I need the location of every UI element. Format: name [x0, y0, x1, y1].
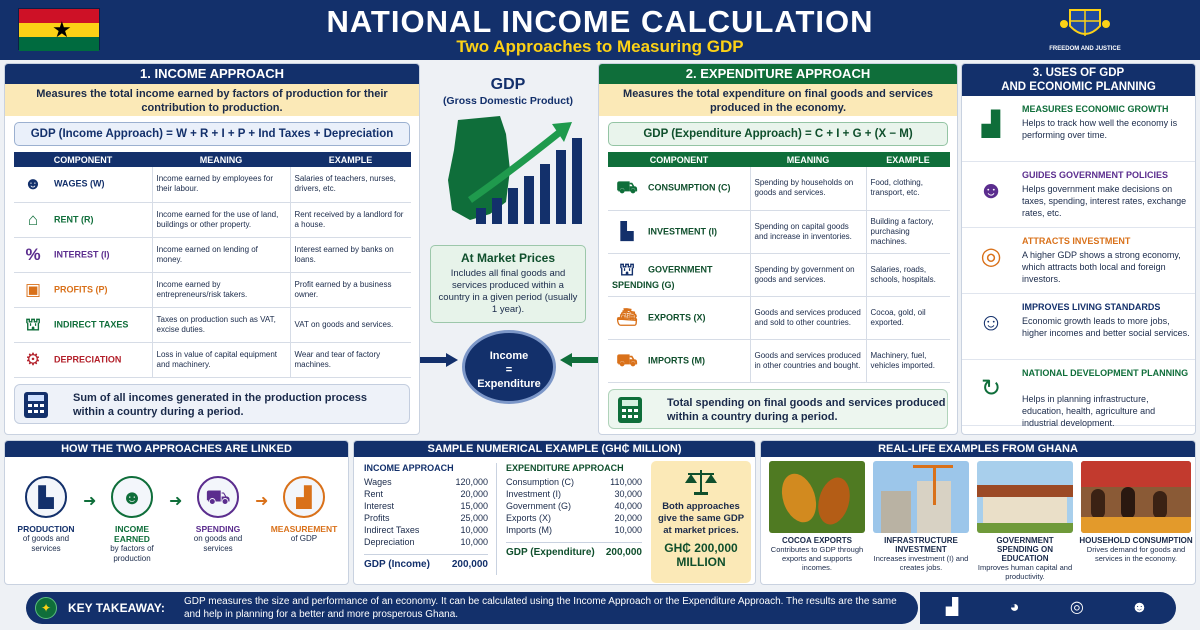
meaning-cell: Income earned by entrepreneurs/risk takers.: [152, 272, 290, 307]
shopping-cart-icon: ⛟: [197, 476, 239, 518]
ghana-card-title: HOUSEHOLD CONSUMPTION: [1079, 536, 1193, 545]
example-label: Depreciation: [364, 537, 415, 547]
ghana-card-text: Improves human capital and productivity.: [977, 563, 1073, 581]
component-cell: [14, 342, 152, 377]
gdp-value-line1: GH₵ 200,000: [664, 541, 738, 555]
table-row: [14, 272, 411, 307]
link-step-title: SPENDING: [195, 524, 241, 534]
example-value: 110,000: [610, 477, 642, 487]
example-row: [506, 476, 642, 488]
arrow-right-icon: [420, 353, 458, 367]
bar-chart-icon: ▟: [945, 599, 959, 616]
household-consumption-card: [1079, 461, 1193, 563]
table-row: [14, 342, 411, 377]
income-approach-title: 1. INCOME APPROACH: [5, 64, 419, 84]
example-cell: Machinery, fuel, vehicles imported.: [866, 339, 950, 382]
table-row: [14, 202, 411, 237]
component-cell: [608, 253, 750, 296]
table-row: [608, 339, 950, 382]
coins-icon: ◎: [1069, 599, 1084, 616]
example-value: 10,000: [460, 537, 488, 547]
use-item: [962, 96, 1195, 162]
people-icon: ☻: [24, 174, 42, 194]
income-approach-panel: [4, 63, 420, 435]
example-value: 10,000: [460, 525, 488, 535]
column-header: COMPONENT: [53, 154, 113, 165]
cocoa-pods-image: [769, 461, 865, 533]
same-gdp-note: [651, 461, 751, 583]
component-name: INTEREST (I): [54, 248, 110, 259]
circle-income-label: Income: [489, 350, 529, 362]
link-step: [183, 476, 253, 554]
example-cell: Interest earned by banks on loans.: [290, 237, 411, 272]
component-name: INDIRECT TAXES: [54, 318, 129, 329]
link-step-sub: of GDP: [290, 534, 318, 543]
example-cell: Profit earned by a business owner.: [290, 272, 411, 307]
school-building-image: [977, 461, 1073, 533]
briefcase-icon: ▣: [24, 279, 42, 299]
market-prices-text: Includes all final goods and services produced within a country in a given period (usually 1 year).: [438, 268, 578, 315]
ship-icon: ⛴: [616, 307, 638, 327]
approaches-linked-panel: [4, 440, 349, 585]
arrow-right-icon: ➜: [255, 493, 269, 510]
example-value: 15,000: [460, 501, 488, 511]
example-row: [364, 536, 488, 548]
table-row: [14, 237, 411, 272]
example-cell: Rent received by a landlord for a house.: [290, 202, 411, 237]
use-item-text: Helps government make decisions on taxes, spending, interest rates, exchange rates, etc.: [1022, 184, 1187, 218]
example-value: 10,000: [614, 525, 642, 535]
use-item: [962, 294, 1195, 360]
percent-icon: %: [25, 244, 41, 264]
expenditure-approach-panel: [598, 63, 958, 435]
component-cell: [608, 339, 750, 382]
market-prices-box: [430, 245, 586, 323]
education-card: [975, 461, 1075, 581]
example-row: [364, 524, 488, 536]
component-name: INVESTMENT (I): [648, 225, 717, 236]
arrow-right-icon: ➜: [169, 493, 183, 510]
example-label: Exports (X): [506, 513, 552, 523]
government-building-icon: ⛫: [619, 259, 635, 279]
truck-icon: ⛟: [616, 350, 638, 370]
meaning-cell: Spending on capital goods and increase in inventories.: [750, 210, 866, 253]
link-step: [269, 476, 339, 544]
ghana-card-text: Contributes to GDP through exports and supports incomes.: [770, 545, 864, 572]
ghana-card-title: INFRASTRUCTURE INVESTMENT: [884, 536, 958, 554]
ghana-card-title: GOVERNMENT SPENDING ON EDUCATION: [996, 536, 1054, 563]
expenditure-summary-box: [608, 389, 948, 429]
page-title: NATIONAL INCOME CALCULATION: [326, 4, 874, 39]
example-row: [364, 500, 488, 512]
key-takeaway-label: KEY TAKEAWAY:: [68, 601, 165, 615]
balance-scale-icon: [684, 467, 718, 497]
divider: [496, 463, 497, 575]
component-cell: [14, 202, 152, 237]
expenditure-example-heading: EXPENDITURE APPROACH: [506, 463, 624, 473]
example-value: 40,000: [614, 501, 642, 511]
ghana-card-text: Drives demand for goods and services in the economy.: [1086, 545, 1186, 563]
component-cell: [608, 167, 750, 210]
example-label: Government (G): [506, 501, 572, 511]
crest-motto: FREEDOM AND JUSTICE: [1049, 46, 1121, 52]
infrastructure-card: [871, 461, 971, 572]
use-item-text: Economic growth leads to more jobs, higher incomes and better social services.: [1022, 316, 1190, 338]
example-value: 20,000: [614, 513, 642, 523]
example-label: Imports (M): [506, 525, 552, 535]
example-cell: Salaries, roads, schools, hospitals.: [866, 253, 950, 296]
use-item: [962, 162, 1195, 228]
table-row: [608, 167, 950, 210]
page-subtitle: Two Approaches to Measuring GDP: [456, 37, 744, 56]
example-value: 30,000: [614, 489, 642, 499]
factory-icon: ▙: [25, 476, 67, 518]
pie-chart-icon: ◕: [1009, 599, 1020, 616]
column-header: COMPONENT: [649, 154, 709, 165]
component-name: PROFITS (P): [54, 283, 108, 294]
example-cell: Salaries of teachers, nurses, drivers, etc.: [290, 167, 411, 202]
example-cell: Building a factory, purchasing machines.: [866, 210, 950, 253]
component-name: DEPRECIATION: [54, 353, 122, 364]
link-step-sub: on goods and services: [193, 534, 243, 553]
component-cell: [14, 167, 152, 202]
gdp-value-line2: MILLION: [676, 555, 726, 569]
link-step-title: PRODUCTION: [17, 524, 75, 534]
total-value: 200,000: [605, 547, 642, 558]
use-item-title: IMPROVES LIVING STANDARDS: [1022, 302, 1161, 312]
target-icon: ◎: [980, 243, 1002, 270]
income-approach-description: Measures the total income earned by factors of production for their contribution to production.: [5, 84, 419, 116]
example-label: Wages: [364, 477, 392, 487]
example-label: Interest: [364, 501, 395, 511]
meaning-cell: Income earned by employees for their labour.: [152, 167, 290, 202]
government-building-icon: ⛫: [25, 314, 41, 334]
ghana-card-text: Increases investment (I) and creates jobs.: [873, 554, 969, 572]
example-row: [506, 488, 642, 500]
component-name: RENT (R): [54, 213, 94, 224]
example-row: [364, 488, 488, 500]
use-item: [962, 228, 1195, 294]
people-group-icon: ☻: [978, 177, 1004, 204]
column-header: MEANING: [786, 154, 830, 165]
income-example-heading: INCOME APPROACH: [364, 463, 454, 473]
circle-equals-sign: =: [505, 364, 513, 376]
market-prices-title: At Market Prices: [460, 251, 556, 265]
table-row: [14, 167, 411, 202]
income-example-total: [364, 554, 488, 570]
circle-expenditure-label: Expenditure: [477, 378, 541, 390]
use-item-text: A higher GDP shows a strong economy, which attracts both local and foreign investors.: [1022, 250, 1181, 284]
example-row: [506, 500, 642, 512]
construction-image: [873, 461, 969, 533]
table-row: [608, 210, 950, 253]
use-item: [962, 360, 1195, 426]
takeaway-icons: [920, 592, 1176, 624]
use-item-title: ATTRACTS INVESTMENT: [1022, 236, 1131, 246]
column-header: EXAMPLE: [886, 154, 930, 165]
gdp-subtitle: (Gross Domestic Product): [442, 95, 574, 107]
ghana-map-growth-icon: [440, 110, 590, 240]
shopping-cart-icon: ⛟: [616, 178, 638, 198]
uses-title-line2: AND ECONOMIC PLANNING: [1001, 81, 1156, 93]
expenditure-example-column: [506, 463, 642, 558]
component-name: IMPORTS (M): [648, 354, 705, 365]
meaning-cell: Taxes on production such as VAT, excise duties.: [152, 307, 290, 342]
coat-of-arms-icon: [1060, 6, 1110, 44]
uses-of-gdp-panel: [961, 63, 1196, 435]
same-gdp-value: [651, 541, 751, 569]
example-value: 25,000: [460, 513, 488, 523]
table-row: [14, 307, 411, 342]
example-cell: Wear and tear of factory machines.: [290, 342, 411, 377]
expenditure-summary-text: Total spending on final goods and services produced within a country during a period.: [667, 396, 946, 423]
example-row: [506, 524, 642, 536]
income-summary-text: Sum of all incomes generated in the production process within a country during a period.: [73, 391, 367, 418]
example-row: [364, 512, 488, 524]
component-cell: [14, 272, 152, 307]
total-value: 200,000: [451, 559, 488, 570]
total-label: GDP (Income): [364, 559, 430, 570]
growth-chart-icon: ▟: [981, 111, 1001, 138]
meaning-cell: Loss in value of capital equipment and machinery.: [152, 342, 290, 377]
expenditure-formula: GDP (Expenditure Approach) = C + I + G + (X − M): [608, 122, 948, 146]
example-cell: Food, clothing, transport, etc.: [866, 167, 950, 210]
family-hand-icon: ☺: [978, 309, 1004, 336]
link-step-sub: of goods and services: [22, 534, 70, 553]
cycle-map-icon: ↻: [980, 375, 1002, 402]
component-cell: [608, 210, 750, 253]
example-label: Consumption (C): [506, 477, 575, 487]
use-item-title: MEASURES ECONOMIC GROWTH: [1022, 104, 1169, 114]
column-header: EXAMPLE: [328, 154, 373, 165]
calculator-icon: [617, 396, 643, 424]
example-cell: VAT on goods and services.: [290, 307, 411, 342]
expenditure-example-total: [506, 542, 642, 558]
example-label: Investment (I): [506, 489, 562, 499]
meaning-cell: Goods and services produced and sold to other countries.: [750, 296, 866, 339]
use-item-title: GUIDES GOVERNMENT POLICIES: [1022, 170, 1169, 180]
table-row: [608, 253, 950, 296]
expenditure-components-table: [608, 152, 950, 383]
example-label: Rent: [364, 489, 384, 499]
income-example-column: [364, 463, 488, 570]
use-item-text: Helps in planning infrastructure, education, health, agriculture and industrial development.: [1022, 394, 1156, 428]
house-icon: ⌂: [27, 209, 39, 229]
link-step: [11, 476, 81, 554]
key-takeaway-bar: [26, 592, 918, 624]
link-step-title: MEASUREMENT: [270, 524, 338, 534]
uses-title-line1: 3. USES OF GDP: [1032, 67, 1125, 79]
total-label: GDP (Expenditure): [506, 547, 595, 558]
example-label: Profits: [364, 513, 390, 523]
component-name: CONSUMPTION (C): [648, 182, 731, 193]
meaning-cell: Income earned on lending of money.: [152, 237, 290, 272]
example-row: [506, 512, 642, 524]
gdp-title: GDP: [490, 76, 526, 93]
expenditure-approach-title: 2. EXPENDITURE APPROACH: [599, 64, 957, 84]
income-summary-box: [14, 384, 410, 424]
column-header: MEANING: [199, 154, 243, 165]
cocoa-exports-card: [767, 461, 867, 572]
ghana-card-title: COCOA EXPORTS: [782, 536, 852, 545]
arrow-right-icon: ➜: [83, 493, 97, 510]
approaches-linked-title: HOW THE TWO APPROACHES ARE LINKED: [5, 441, 348, 457]
ghana-examples-panel: [760, 440, 1196, 585]
component-cell: [14, 237, 152, 272]
example-value: 20,000: [460, 489, 488, 499]
income-formula: GDP (Income Approach) = W + R + I + P + Ind Taxes + Depreciation: [14, 122, 410, 146]
income-equals-expenditure-circle: [462, 330, 556, 404]
same-gdp-note-text: Both approaches give the same GDP at market prices.: [657, 501, 745, 536]
component-cell: [608, 296, 750, 339]
sample-example-panel: [353, 440, 756, 585]
factory-icon: ▙: [620, 221, 634, 241]
link-step-title: INCOME EARNED: [114, 524, 150, 544]
meaning-cell: Spending by government on goods and services.: [750, 253, 866, 296]
example-label: Indirect Taxes: [364, 525, 420, 535]
example-value: 120,000: [455, 477, 488, 487]
meaning-cell: Spending by households on goods and services.: [750, 167, 866, 210]
example-row: [364, 476, 488, 488]
component-cell: [14, 307, 152, 342]
gear-icon: ⚙: [25, 349, 41, 369]
people-icon: ☻: [1130, 599, 1148, 616]
component-name: GOVERNMENT SPENDING (G): [612, 263, 713, 290]
expenditure-approach-description: Measures the total expenditure on final goods and services produced in the economy.: [599, 84, 957, 116]
use-item-text: Helps to track how well the economy is performing over time.: [1022, 118, 1178, 140]
use-item-title: NATIONAL DEVELOPMENT PLANNING: [1022, 368, 1189, 378]
meaning-cell: Income earned for the use of land, buildings or other property.: [152, 202, 290, 237]
component-name: EXPORTS (X): [648, 311, 706, 322]
arrow-left-icon: [560, 353, 598, 367]
lightbulb-icon: ✦: [35, 597, 57, 619]
sample-example-title: SAMPLE NUMERICAL EXAMPLE (GH₵ MILLION): [354, 441, 755, 457]
ghana-examples-title: REAL-LIFE EXAMPLES FROM GHANA: [761, 441, 1195, 457]
market-scene-image: [1081, 461, 1191, 533]
uses-of-gdp-title: [962, 64, 1195, 96]
link-step-sub: by factors of production: [110, 544, 154, 563]
key-takeaway-text: GDP measures the size and performance of an economy. It can be calculated using the Income Approach or the Expenditure Approach. The results are the same and help in planning for a better and more prosperous Ghana.: [184, 596, 897, 620]
meaning-cell: Goods and services produced in other countries and bought.: [750, 339, 866, 382]
example-cell: Cocoa, gold, oil exported.: [866, 296, 950, 339]
ghana-flag-icon: ★: [18, 8, 100, 50]
table-row: [608, 296, 950, 339]
calculator-icon: [23, 391, 49, 419]
component-name: WAGES (W): [54, 178, 105, 189]
link-step: [97, 476, 167, 564]
income-components-table: [14, 152, 411, 378]
people-icon: ☻: [111, 476, 153, 518]
growth-chart-icon: ▟: [283, 476, 325, 518]
